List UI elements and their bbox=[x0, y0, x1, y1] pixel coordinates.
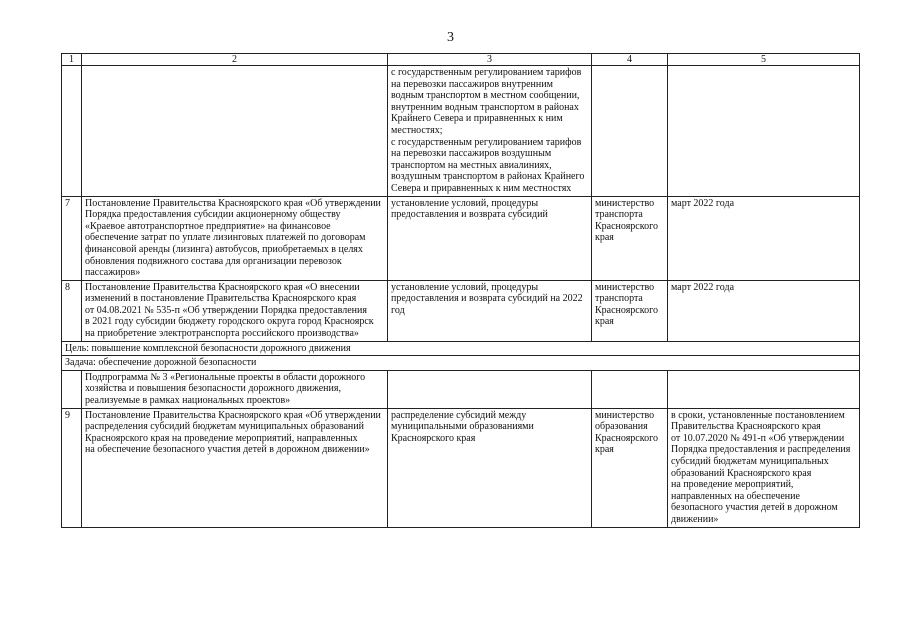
cell-responsible: министерство образования Красноярского края bbox=[592, 408, 668, 527]
goal-row bbox=[62, 341, 860, 356]
cell-content: установление условий, процедуры предоставления и возврата субсидий bbox=[388, 196, 592, 280]
cell-document: Постановление Правительства Красноярского края «Об утверждении Порядка предоставления субсидии акционерному обществу «Краевое автотранспортное предприятие» на финансовое обеспечение затрат по уплате лизинговых платежей по договорам финансовой аренды (лизинга) автобусов, приобретаемых в целях обновления подвижного состава для организации перевозок пассажиров» bbox=[82, 196, 388, 280]
cell-deadline bbox=[668, 370, 860, 408]
cell-deadline bbox=[668, 66, 860, 197]
cell-content: распределение субсидий между муниципальными образованиями Красноярского края bbox=[388, 408, 592, 527]
task-row bbox=[62, 356, 860, 371]
cell-content: с государственным регулированием тарифов на перевозки пассажиров внутренним водным транспортом в местном сообщении, внутренним водным транспортом в районах Крайнего Севера и приравненных к ним местностях; с государственным регулированием тарифов на перевозки пассажиров воздушным транспортом на местных авиалиниях, воздушным транспортом в районах Крайнего Севера и приравненных к ним местностях bbox=[388, 66, 592, 197]
cell-responsible: министерство транспорта Красноярского края bbox=[592, 196, 668, 280]
cell-document: Постановление Правительства Красноярского края «О внесении изменений в постановление Правительства Красноярского края от 04.08.2021 № 535-п «Об утверждении Порядка предоставления в 2021 году субсидии бюджету городского округа город Красноярск на приобретение электротранспорта российского производства» bbox=[82, 280, 388, 341]
measures-table bbox=[61, 53, 860, 528]
column-header: 4 bbox=[592, 54, 668, 66]
goal-text: Цель: повышение комплексной безопасности дорожного движения bbox=[62, 341, 860, 356]
cell-responsible: министерство транспорта Красноярского края bbox=[592, 280, 668, 341]
task-text: Задача: обеспечение дорожной безопасности bbox=[62, 356, 860, 371]
cell-number: 7 bbox=[62, 196, 82, 280]
column-header: 5 bbox=[668, 54, 860, 66]
cell-number: 8 bbox=[62, 280, 82, 341]
cell-number bbox=[62, 66, 82, 197]
cell-deadline: март 2022 года bbox=[668, 196, 860, 280]
cell-responsible bbox=[592, 66, 668, 197]
table-header-row bbox=[62, 54, 860, 66]
table-row-continuation bbox=[62, 66, 860, 197]
table-row bbox=[62, 408, 860, 527]
column-header: 2 bbox=[82, 54, 388, 66]
cell-deadline: в сроки, установленные постановлением Правительства Красноярского края от 10.07.2020 № 491-п «Об утверждении Порядка предоставления и распределения субсидий бюджетам муниципальных образований Красноярского края на проведение мероприятий, направленных на обеспечение безопасного участия детей в дорожном движении» bbox=[668, 408, 860, 527]
cell-number bbox=[62, 370, 82, 408]
cell-content bbox=[388, 370, 592, 408]
column-header: 1 bbox=[62, 54, 82, 66]
column-header: 3 bbox=[388, 54, 592, 66]
cell-responsible bbox=[592, 370, 668, 408]
cell-content: установление условий, процедуры предоставления и возврата субсидий на 2022 год bbox=[388, 280, 592, 341]
subprogram-row bbox=[62, 370, 860, 408]
cell-deadline: март 2022 года bbox=[668, 280, 860, 341]
cell-document: Постановление Правительства Красноярского края «Об утверждении распределения субсидий бюджетам муниципальных образований Красноярского края на проведение мероприятий, направленных на обеспечение безопасного участия детей в дорожном движении» bbox=[82, 408, 388, 527]
page-number: 3 bbox=[447, 30, 454, 45]
cell-number: 9 bbox=[62, 408, 82, 527]
table-row bbox=[62, 196, 860, 280]
subprogram-title: Подпрограмма № 3 «Региональные проекты в области дорожного хозяйства и повышения безопасности дорожного движения, реализуемые в рамках национальных проектов» bbox=[82, 370, 388, 408]
table-row bbox=[62, 280, 860, 341]
cell-document bbox=[82, 66, 388, 197]
